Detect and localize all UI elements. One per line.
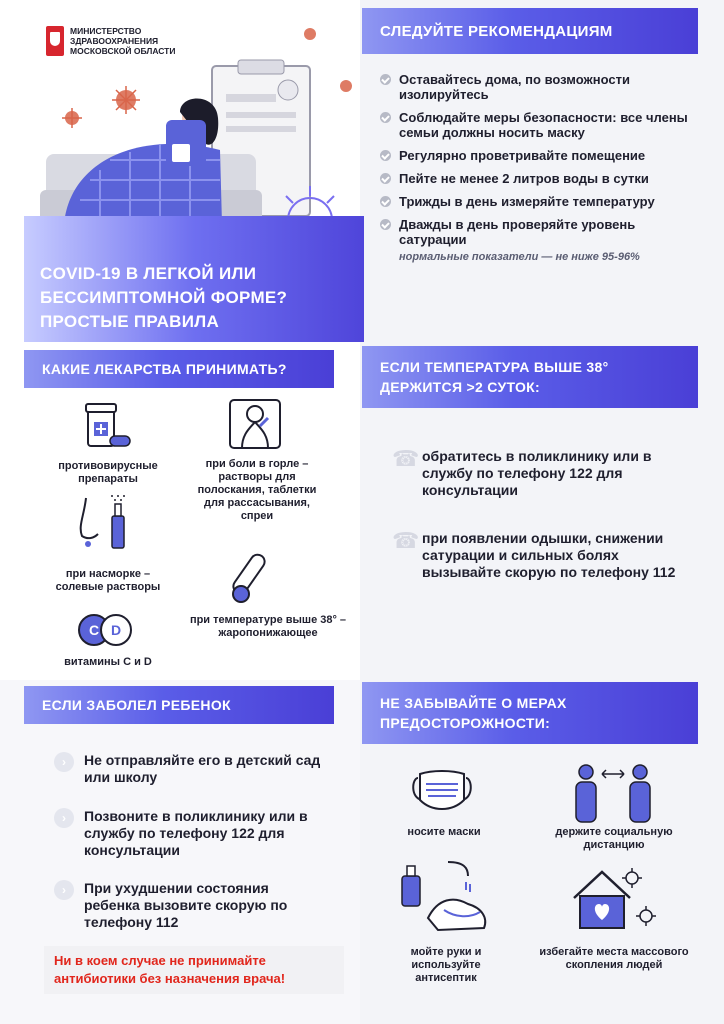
antibiotics-warning: Ни в коем случае не принимайте антибиотики без назначения врача! [44,946,344,994]
check-icon [380,150,391,161]
check-icon [380,219,391,230]
distance-label: держите социальную дистанцию [555,826,673,851]
recommendations-list [380,72,700,263]
check-icon [380,196,391,207]
pill-bottle-icon [82,402,132,450]
list-item: Пейте не менее 2 литров воды в сутки [380,171,700,186]
chevron-right-icon: › [54,752,74,772]
list-item: › Не отправляйте его в детский сад или школу [54,752,324,786]
fever-banner [362,346,698,408]
recommendations-banner [362,8,698,54]
check-icon [380,173,391,184]
vitamins-icon [78,614,138,646]
sore-throat-icon [228,398,282,450]
runny-nose-label: при насморке – солевые растворы [55,568,161,593]
precautions-title: НЕ ЗАБЫВАЙТЕ О МЕРАХ ПРЕДОСТОРОЖНОСТИ: [380,695,567,731]
vitamin-d-icon: D [100,614,132,646]
social-distance-icon [572,762,656,824]
masks-label: носите маски [407,826,481,838]
fever-item-ambulance: ☎ при появлении одышки, снижении сатурации и сильных болях вызывайте скорую по телефону 112 [392,528,676,580]
list-item: Соблюдайте меры безопасности: все члены семьи должны носить маску [380,110,700,140]
hand-wash-icon [398,858,494,934]
fever-item-clinic: ☎ обратитесь в поликлинику или в службу по телефону 122 для консультации [392,446,652,498]
mask-icon [408,768,476,814]
phone-icon: ☎ [392,446,420,471]
hands-label: мойте руки и используйте антисептик [410,946,482,984]
child-title: ЕСЛИ ЗАБОЛЕЛ РЕБЕНОК [42,697,231,713]
check-icon [380,74,391,85]
antiviral-label: противовирусные препараты [58,460,158,485]
check-icon [380,112,391,123]
home-icon [568,864,662,932]
vitamin-c-icon: C [78,614,110,646]
fever-title: ЕСЛИ ТЕМПЕРАТУРА ВЫШЕ 38° ДЕРЖИТСЯ >2 СУТОК: [380,359,609,395]
list-item: Регулярно проветривайте помещение [380,148,700,163]
list-item: Оставайтесь дома, по возможности изолируйтесь [380,72,700,102]
crowds-label: избегайте места массового скопления людей [539,946,689,971]
list-item: › При ухудшении состояния ребенка вызовите скорую по телефону 112 [54,880,324,931]
medicines-title: КАКИЕ ЛЕКАРСТВА ПРИНИМАТЬ? [42,361,287,377]
medicines-banner [24,350,334,388]
list-item: Дважды в день проверяйте уровень сатурации [380,217,700,247]
phone-icon: ☎ [392,528,420,553]
thermometer-icon [232,548,278,604]
precautions-banner [362,682,698,744]
vitamins-label: витамины С и D [64,656,152,668]
chevron-right-icon: › [54,880,74,900]
temperature-label: при температуре выше 38° – жаропонижающее [189,614,347,639]
chevron-right-icon: › [54,808,74,828]
ministry-name: МИНИСТЕРСТВО ЗДРАВООХРАНЕНИЯ МОСКОВСКОЙ ОБЛАСТИ [70,26,176,56]
child-banner [24,686,334,724]
saturation-note: нормальные показатели — не ниже 95-96% [399,251,640,263]
throat-label: при боли в горле – растворы для полоскания, таблетки для рассасывания, спреи [197,458,317,522]
recommendations-title: СЛЕДУЙТЕ РЕКОМЕНДАЦИЯМ [380,22,613,40]
list-item: › Позвоните в поликлинику или в службу по телефону 122 для консультации [54,808,324,859]
hero-title: COVID-19 В ЛЕГКОЙ ИЛИ БЕССИМПТОМНОЙ ФОРМЕ? ПРОСТЫЕ ПРАВИЛА [40,264,288,331]
list-item: Трижды в день измеряйте температуру [380,194,700,209]
nose-spray-icon [74,492,134,554]
